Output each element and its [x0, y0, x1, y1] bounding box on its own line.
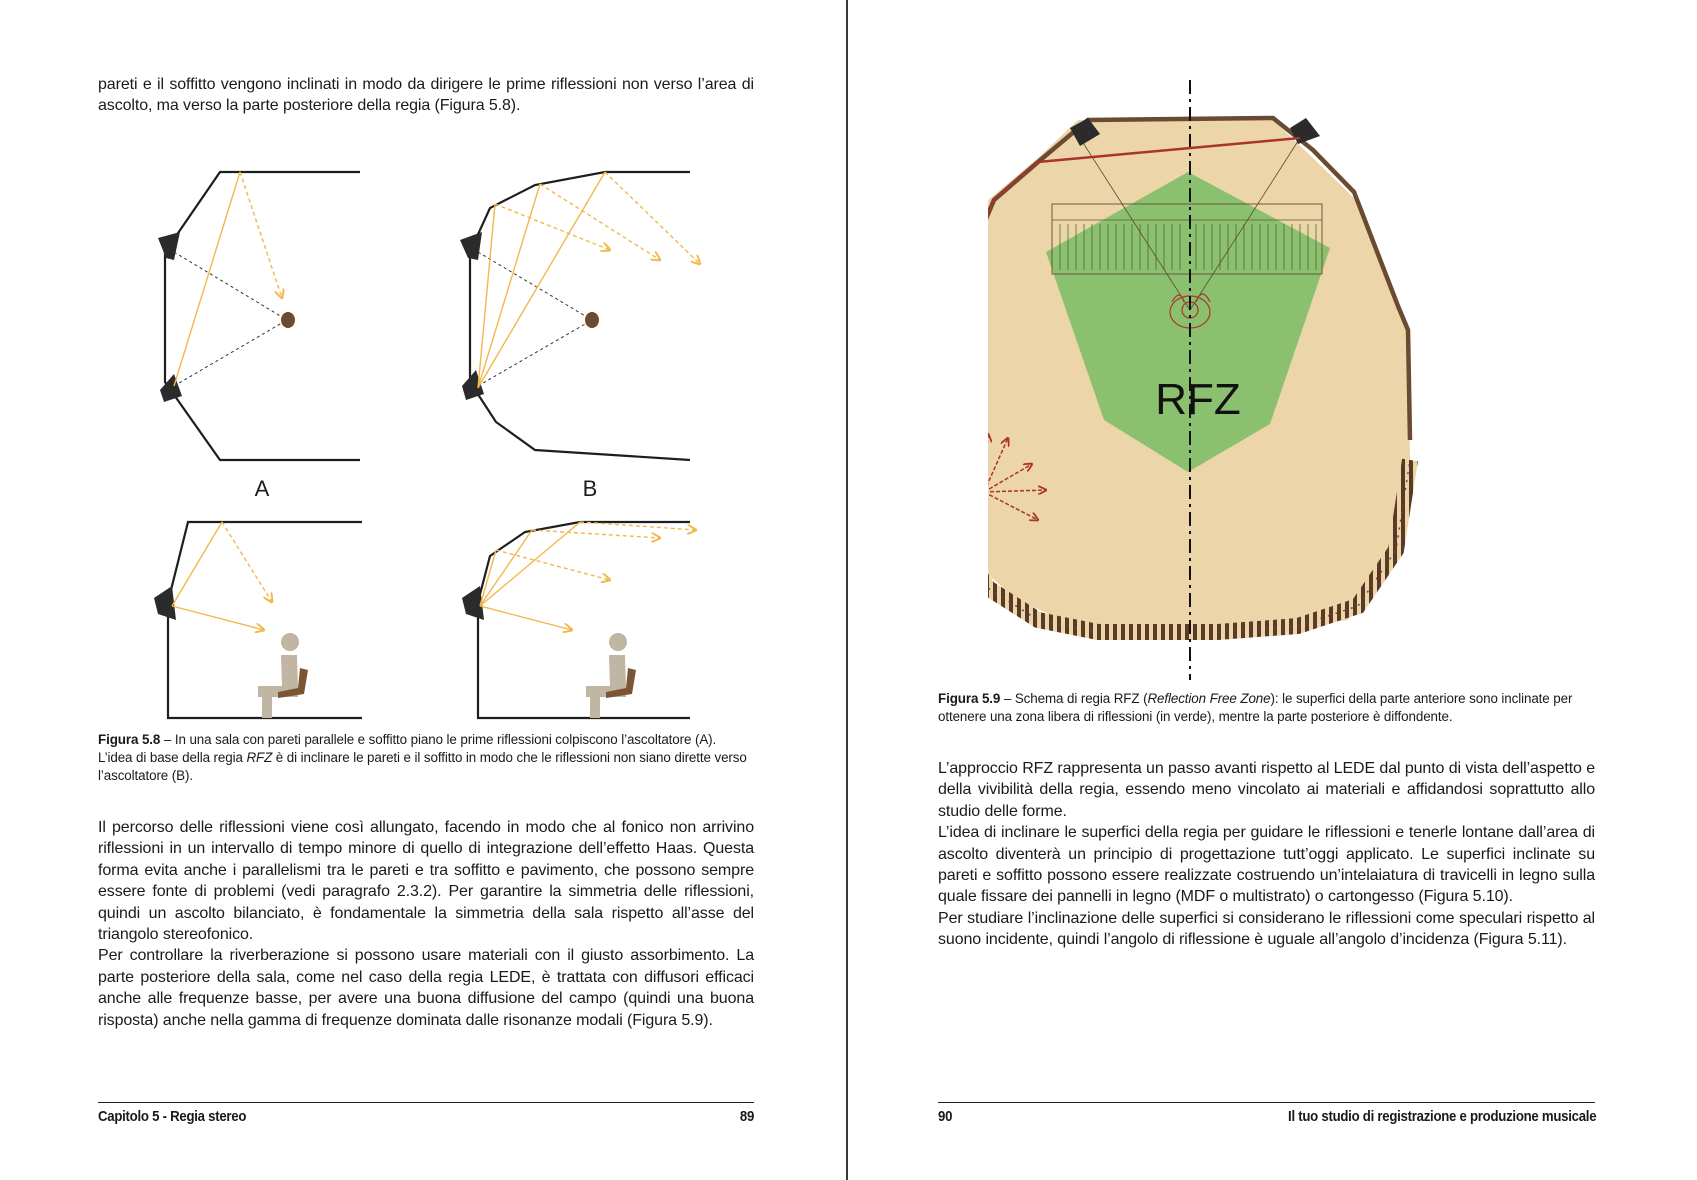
footer-rule	[938, 1102, 1595, 1103]
paragraph: L’approccio RFZ rappresenta un passo avanti rispetto al LEDE dal punto di vista dell’aspetto e della vivibilità della regia, essendo meno vincolato ai materiali e affidandosi soprattutto allo studio delle forme.	[938, 760, 1595, 820]
page-number: 90	[938, 1108, 953, 1125]
panel-b-section	[462, 522, 696, 718]
book-title: Il tuo studio di registrazione e produzione musicale	[1287, 1108, 1596, 1125]
page-number: 89	[739, 1108, 754, 1125]
speaker-icon	[1290, 118, 1320, 144]
figure-5-9	[988, 80, 1428, 680]
body-text-left	[98, 817, 754, 1031]
figure-label-a: A	[254, 476, 270, 501]
panel-b-room	[460, 172, 700, 460]
speaker-icon	[160, 374, 182, 402]
paragraph: L’idea di inclinare le superfici della regia per guidare le riflessioni e tenerle lontane dall’area di ascolto diventerà un principio di progettazione tutt’oggi applicato. Le superfici inclinate su pareti e soffitto possono essere realizzate costruendo un’intelaiatura di travicelli in legno sulla quale fissare dei pannelli in legno (MDF o multistrato) o cartongesso (Figura 5.10).	[938, 824, 1595, 906]
body-text-right	[938, 758, 1595, 951]
right-page	[848, 0, 1697, 1180]
speaker-icon	[154, 586, 176, 620]
figure-label-b: B	[582, 476, 598, 501]
left-page	[0, 0, 846, 1180]
chapter-title: Capitolo 5 - Regia stereo	[98, 1108, 247, 1125]
figure-5-9-caption: Figura 5.9 – Schema di regia RFZ (Reflection Free Zone): le superfici della parte anteriore sono inclinate per ottenere una zona libera di riflessioni (in verde), mentre la parte posteriore è diffondente.	[938, 691, 1573, 724]
footer-rule	[98, 1102, 754, 1103]
figure-5-8	[140, 160, 720, 730]
figure-5-8-caption: Figura 5.8 – In una sala con pareti parallele e soffitto piano le prime riflessioni colpiscono l’ascoltatore (A). L’idea di base della regia RFZ è di inclinare le pareti e il soffitto in modo che le riflessioni non siano dirette verso l’ascoltatore (B).	[98, 732, 747, 783]
paragraph: Per studiare l’inclinazione delle superfici si considerano le riflessioni come speculari rispetto al suono incidente, quindi l’angolo di riflessione è uguale all’angolo d’incidenza (Figura 5.11).	[938, 909, 1595, 949]
paragraph: Per controllare la riverberazione si possono usare materiali con il giusto assorbimento. La parte posteriore della sala, come nel caso della regia LEDE, è trattata con diffusori efficaci anche alle frequenze basse, per avere una buona diffusione del campo (quindi una buona risposta) anche nella gamma di frequenze dominata dalle risonanze modali (Figura 5.9).	[98, 947, 754, 1029]
panel-a-room	[158, 172, 360, 460]
paragraph: Il percorso delle riflessioni viene così allungato, facendo in modo che al fonico non arrivino riflessioni in un intervallo di tempo minore di quello di integrazione dell’effetto Haas. Questa forma evita anche i parallelismi tra le pareti e tra soffitto e pavimento, che possono sempre essere fonte di problemi (vedi paragrafo 2.3.2). Per garantire la simmetria delle riflessioni, quindi un ascolto bilanciato, è fondamentale la simmetria della sala rispetto all’asse del triangolo stereofonico.	[98, 819, 754, 944]
speaker-icon	[460, 232, 482, 260]
intro-paragraph: pareti e il soffitto vengono inclinati in modo da dirigere le prime riflessioni non verso l’area di ascolto, ma verso la parte posteriore della regia (Figura 5.8).	[98, 76, 754, 115]
seated-listener-icon	[586, 633, 636, 718]
panel-a-section	[154, 522, 362, 718]
rfz-label: RFZ	[1155, 375, 1241, 424]
listener-head-icon	[281, 312, 295, 328]
seated-listener-icon	[258, 633, 308, 718]
listener-head-icon	[585, 312, 599, 328]
speaker-icon	[158, 232, 180, 260]
